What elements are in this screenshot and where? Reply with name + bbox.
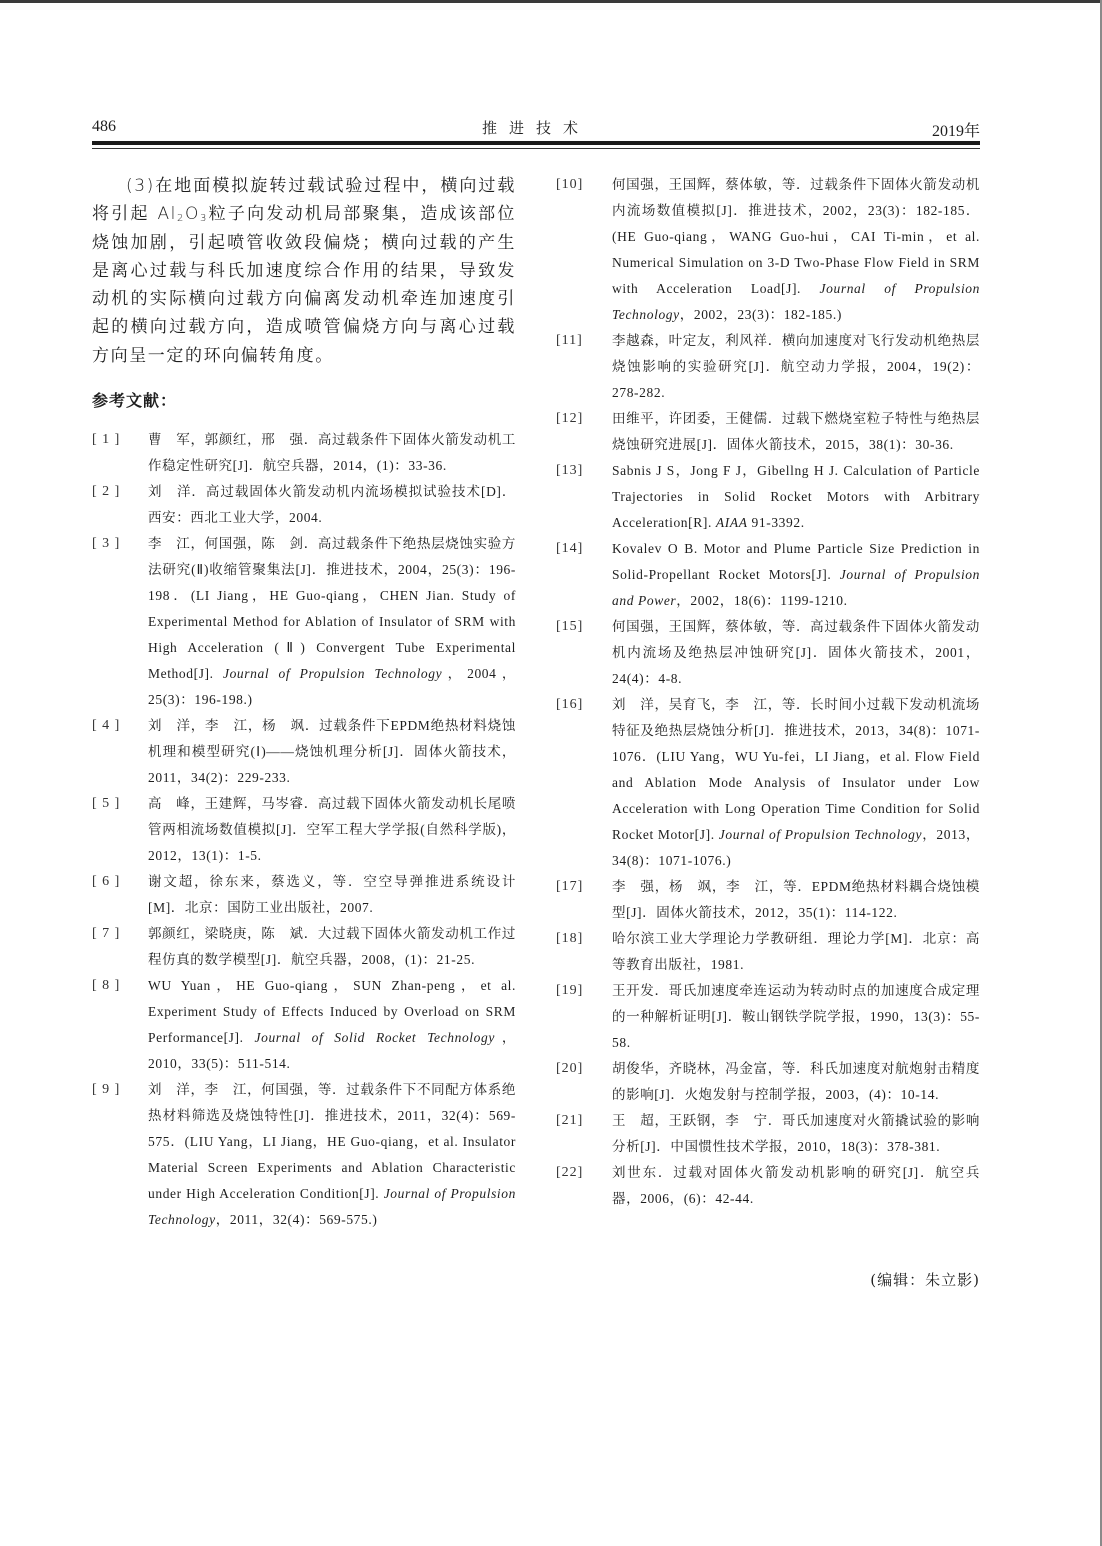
reference-segment: 高 峰，王建辉，马岑睿．高过载下固体火箭发动机长尾喷管两相流场数值模拟[J]．空军工程大学学报(自然科学版)，2012，13(1)：1-5. bbox=[148, 796, 516, 864]
reference-segment: 李越森，叶定友，利风祥．横向加速度对飞行发动机绝热层烧蚀影响的实验研究[J]．航空动力学报，2004，19(2)：278-282. bbox=[612, 333, 980, 400]
reference-segment: ，2004，25(3)：196-198.) bbox=[148, 666, 516, 708]
header-rule-thick bbox=[92, 141, 980, 145]
reference-text bbox=[612, 463, 980, 530]
reference-text bbox=[148, 796, 516, 863]
reference-text bbox=[612, 983, 980, 1050]
reference-text bbox=[148, 432, 516, 473]
reference-text bbox=[148, 718, 516, 785]
reference-item bbox=[92, 1077, 516, 1233]
reference-number: [ 8 ] bbox=[92, 978, 121, 994]
editor-note: (编辑：朱立影) bbox=[870, 1271, 980, 1289]
reference-list-left bbox=[92, 427, 516, 1233]
reference-segment: 何国强，王国辉，蔡体敏，等．高过载条件下固体火箭发动机内流场及绝热层冲蚀研究[J]．固体火箭技术，2001，24(4)：4-8. bbox=[612, 619, 980, 686]
reference-item bbox=[92, 869, 516, 921]
formula-subscript-2: 2 bbox=[177, 213, 185, 225]
reference-number: [ 1 ] bbox=[92, 432, 121, 448]
reference-number: [21] bbox=[556, 1113, 584, 1128]
reference-segment: 刘 洋，李 江，何国强，等．过载条件下不同配方体系绝热材料筛选及烧蚀特性[J]．推进技术，2011，32(4)：569-575．(LIU Yang，LI Jiang，HE Guo-qiang，et al. Insulator Material Screen Experiments and Ablation Characteristic under High Acceleration Condition[J]. bbox=[148, 1082, 516, 1202]
reference-number: [13] bbox=[556, 463, 584, 478]
reference-segment: ，2011，32(4)：569-575.) bbox=[215, 1212, 378, 1228]
reference-number: [ 7 ] bbox=[92, 926, 121, 942]
reference-text bbox=[612, 1165, 980, 1206]
reference-text bbox=[148, 874, 516, 915]
reference-list-right bbox=[556, 172, 980, 1212]
reference-number: [18] bbox=[556, 931, 584, 946]
reference-text bbox=[612, 697, 980, 868]
reference-source-italic: Journal of Propulsion and Power bbox=[612, 567, 980, 608]
reference-text bbox=[148, 1082, 516, 1227]
reference-segment: Kovalev O B. Motor and Plume Particle Size Prediction in Solid-Propellant Rocket Motors[J]. bbox=[612, 541, 980, 582]
reference-segment: 王 超，王跃钢，李 宁．哥氏加速度对火箭撬试验的影响分析[J]．中国惯性技术学报，2010，18(3)：378-381. bbox=[612, 1113, 980, 1154]
reference-number: [ 2 ] bbox=[92, 484, 121, 500]
reference-segment: 刘 洋，吴育飞，李 江，等．长时间小过载下发动机流场特征及绝热层烧蚀分析[J]．推进技术，2013，34(8)：1071-1076．(LIU Yang，WU Yu-fei，LI Jiang，et al. Flow Field and Ablation Mode Analysis of Insulator under Low Acceleration with Long Operation Time Condition for Solid Rocket Motor[J]. bbox=[612, 697, 980, 842]
reference-number: [10] bbox=[556, 177, 584, 192]
reference-item bbox=[92, 531, 516, 713]
reference-text bbox=[148, 536, 516, 707]
reference-item bbox=[556, 614, 980, 692]
reference-segment: 刘世东．过载对固体火箭发动机影响的研究[J]．航空兵器，2006，(6)：42-44. bbox=[612, 1165, 980, 1206]
reference-item bbox=[556, 692, 980, 874]
reference-segment: ，2002，23(3)：182-185.) bbox=[679, 307, 842, 322]
reference-segment: ，2002，18(6)：1199-1210. bbox=[676, 593, 848, 608]
reference-number: [16] bbox=[556, 697, 584, 712]
reference-item bbox=[92, 427, 516, 479]
reference-number: [ 6 ] bbox=[92, 874, 121, 890]
reference-number: [15] bbox=[556, 619, 584, 634]
reference-segment: 谢文超，徐东来，蔡选义，等．空空导弹推进系统设计[M]．北京：国防工业出版社，2007. bbox=[148, 874, 516, 916]
reference-segment: ，2013，34(8)：1071-1076.) bbox=[612, 827, 980, 868]
conclusion-paragraph bbox=[92, 172, 516, 370]
reference-segment: 何国强，王国辉，蔡体敏，等．过载条件下固体火箭发动机内流场数值模拟[J]．推进技术，2002，23(3)：182-185．(HE Guo-qiang，WANG Guo-hui，CAI Ti-min，et al. Numerical Simulation on 3-D Two-Phase Flow Field in SRM with Acceleration Load[J]. bbox=[612, 177, 980, 296]
reference-number: [ 5 ] bbox=[92, 796, 121, 812]
reference-text bbox=[148, 484, 516, 525]
reference-segment: WU Yuan，HE Guo-qiang，SUN Zhan-peng，et al. Experiment Study of Effects Induced by Overload on SRM Performance[J]. bbox=[148, 978, 516, 1046]
reference-text bbox=[148, 926, 516, 967]
reference-text bbox=[148, 978, 516, 1071]
reference-item bbox=[92, 479, 516, 531]
right-column bbox=[556, 172, 980, 1212]
reference-number: [17] bbox=[556, 879, 584, 894]
formula-o: O bbox=[184, 204, 200, 225]
reference-item bbox=[556, 1108, 980, 1160]
reference-number: [22] bbox=[556, 1165, 584, 1180]
reference-segment: 刘 洋．高过载固体火箭发动机内流场模拟试验技术[D]．西安：西北工业大学，2004. bbox=[148, 484, 516, 526]
reference-item bbox=[556, 328, 980, 406]
reference-segment: 郭颜红，梁晓庚，陈 斌．大过载下固体火箭发动机工作过程仿真的数学模型[J]．航空兵器，2008，(1)：21-25. bbox=[148, 926, 516, 968]
page-top-border bbox=[0, 0, 1102, 3]
reference-segment: 胡俊华，齐晓林，冯金富，等．科氏加速度对航炮射击精度的影响[J]．火炮发射与控制学报，2003，(4)：10-14. bbox=[612, 1061, 980, 1102]
paragraph-text-start: (3)在地面模拟旋转过载试验过程中，横向过载将引起 bbox=[92, 176, 516, 225]
reference-source-italic: Journal of Solid Rocket Technology bbox=[254, 1030, 495, 1046]
reference-item bbox=[556, 172, 980, 328]
reference-text bbox=[612, 1061, 980, 1102]
reference-text bbox=[612, 879, 980, 920]
reference-item bbox=[556, 874, 980, 926]
reference-item bbox=[556, 926, 980, 978]
reference-number: [ 3 ] bbox=[92, 536, 121, 552]
reference-segment: 91-3392. bbox=[747, 515, 805, 530]
reference-source-italic: Journal of Propulsion Technology bbox=[148, 1186, 516, 1228]
reference-segment: 李 江，何国强，陈 剑．高过载条件下绝热层烧蚀实验方法研究(Ⅱ)收缩管聚集法[J]．推进技术，2004，25(3)：196-198．(LI Jiang，HE Guo-qiang，CHEN Jian. Study of Experimental Method for Ablation of Insulator of SRM with High Acceleration (Ⅱ) Convergent Tube Experimental Method[J]. bbox=[148, 536, 516, 682]
reference-number: [20] bbox=[556, 1061, 584, 1076]
reference-segment: ，2010，33(5)：511-514. bbox=[148, 1030, 516, 1072]
journal-title: 推进技术 bbox=[481, 119, 590, 137]
reference-text bbox=[612, 411, 980, 452]
reference-segment: 李 强，杨 飒，李 江，等．EPDM绝热材料耦合烧蚀模型[J]．固体火箭技术，2012，35(1)：114-122. bbox=[612, 879, 980, 920]
reference-number: [19] bbox=[556, 983, 584, 998]
page-number: 486 bbox=[92, 118, 116, 135]
reference-text bbox=[612, 177, 980, 322]
reference-item bbox=[556, 458, 980, 536]
reference-number: [12] bbox=[556, 411, 584, 426]
reference-segment: 曹 军，郭颜红，邢 强．高过载条件下固体火箭发动机工作稳定性研究[J]．航空兵器，2014，(1)：33-36. bbox=[148, 432, 516, 474]
header-rule-thin bbox=[92, 148, 980, 149]
reference-segment: 王开发．哥氏加速度牵连运动为转动时点的加速度合成定理的一种解析证明[J]．鞍山钢铁学院学报，1990，13(3)：55-58. bbox=[612, 983, 980, 1050]
reference-item bbox=[92, 713, 516, 791]
reference-item bbox=[556, 978, 980, 1056]
formula-subscript-3: 3 bbox=[199, 213, 208, 225]
reference-item bbox=[556, 536, 980, 614]
publication-year: 2019年 bbox=[931, 123, 980, 140]
reference-text bbox=[612, 333, 980, 400]
reference-segment: 田维平，许团委，王健儒．过载下燃烧室粒子特性与绝热层烧蚀研究进展[J]．固体火箭技术，2015，38(1)：30-36. bbox=[612, 411, 980, 452]
running-head bbox=[92, 114, 980, 140]
formula-al2o3 bbox=[157, 204, 207, 224]
reference-text bbox=[612, 541, 980, 608]
reference-item bbox=[556, 1160, 980, 1212]
reference-number: [11] bbox=[556, 333, 583, 348]
reference-number: [ 9 ] bbox=[92, 1082, 121, 1098]
reference-item bbox=[92, 921, 516, 973]
reference-number: [14] bbox=[556, 541, 584, 556]
reference-source-italic: Journal of Propulsion Technology bbox=[222, 666, 443, 682]
reference-text bbox=[612, 931, 980, 972]
reference-segment: 刘 洋，李 江，杨 飒．过载条件下EPDM绝热材料烧蚀机理和模型研究(Ⅰ)——烧蚀机理分析[J]．固体火箭技术，2011，34(2)：229-233. bbox=[148, 718, 516, 786]
left-column bbox=[92, 172, 516, 1233]
reference-source-italic: Journal of Propulsion Technology bbox=[718, 827, 923, 842]
reference-source-italic: AIAA bbox=[715, 515, 748, 530]
reference-item bbox=[92, 973, 516, 1077]
reference-segment: 哈尔滨工业大学理论力学教研组．理论力学[M]．北京：高等教育出版社，1981. bbox=[612, 931, 980, 972]
reference-item bbox=[556, 1056, 980, 1108]
references-heading: 参考文献： bbox=[92, 391, 178, 411]
reference-source-italic: Journal of Propulsion Technology bbox=[612, 281, 980, 322]
formula-al: Al bbox=[157, 204, 177, 225]
reference-text bbox=[612, 619, 980, 686]
reference-item bbox=[556, 406, 980, 458]
reference-item bbox=[92, 791, 516, 869]
reference-text bbox=[612, 1113, 980, 1154]
reference-segment: Sabnis J S，Jong F J，Gibellng H J. Calculation of Particle Trajectories in Solid Rocket Motors with Arbitrary Acceleration[R]. bbox=[612, 463, 980, 530]
paragraph-text-end: 粒子向发动机局部聚集，造成该部位烧蚀加剧，引起喷管收敛段偏烧；横向过载的产生是离心过载与科氏加速度综合作用的结果，导致发动机的实际横向过载方向偏离发动机牵连加速度引起的横向过载方向，造成喷管偏烧方向与离心过载方向呈一定的环向偏转角度。 bbox=[92, 204, 516, 366]
reference-number: [ 4 ] bbox=[92, 718, 121, 734]
